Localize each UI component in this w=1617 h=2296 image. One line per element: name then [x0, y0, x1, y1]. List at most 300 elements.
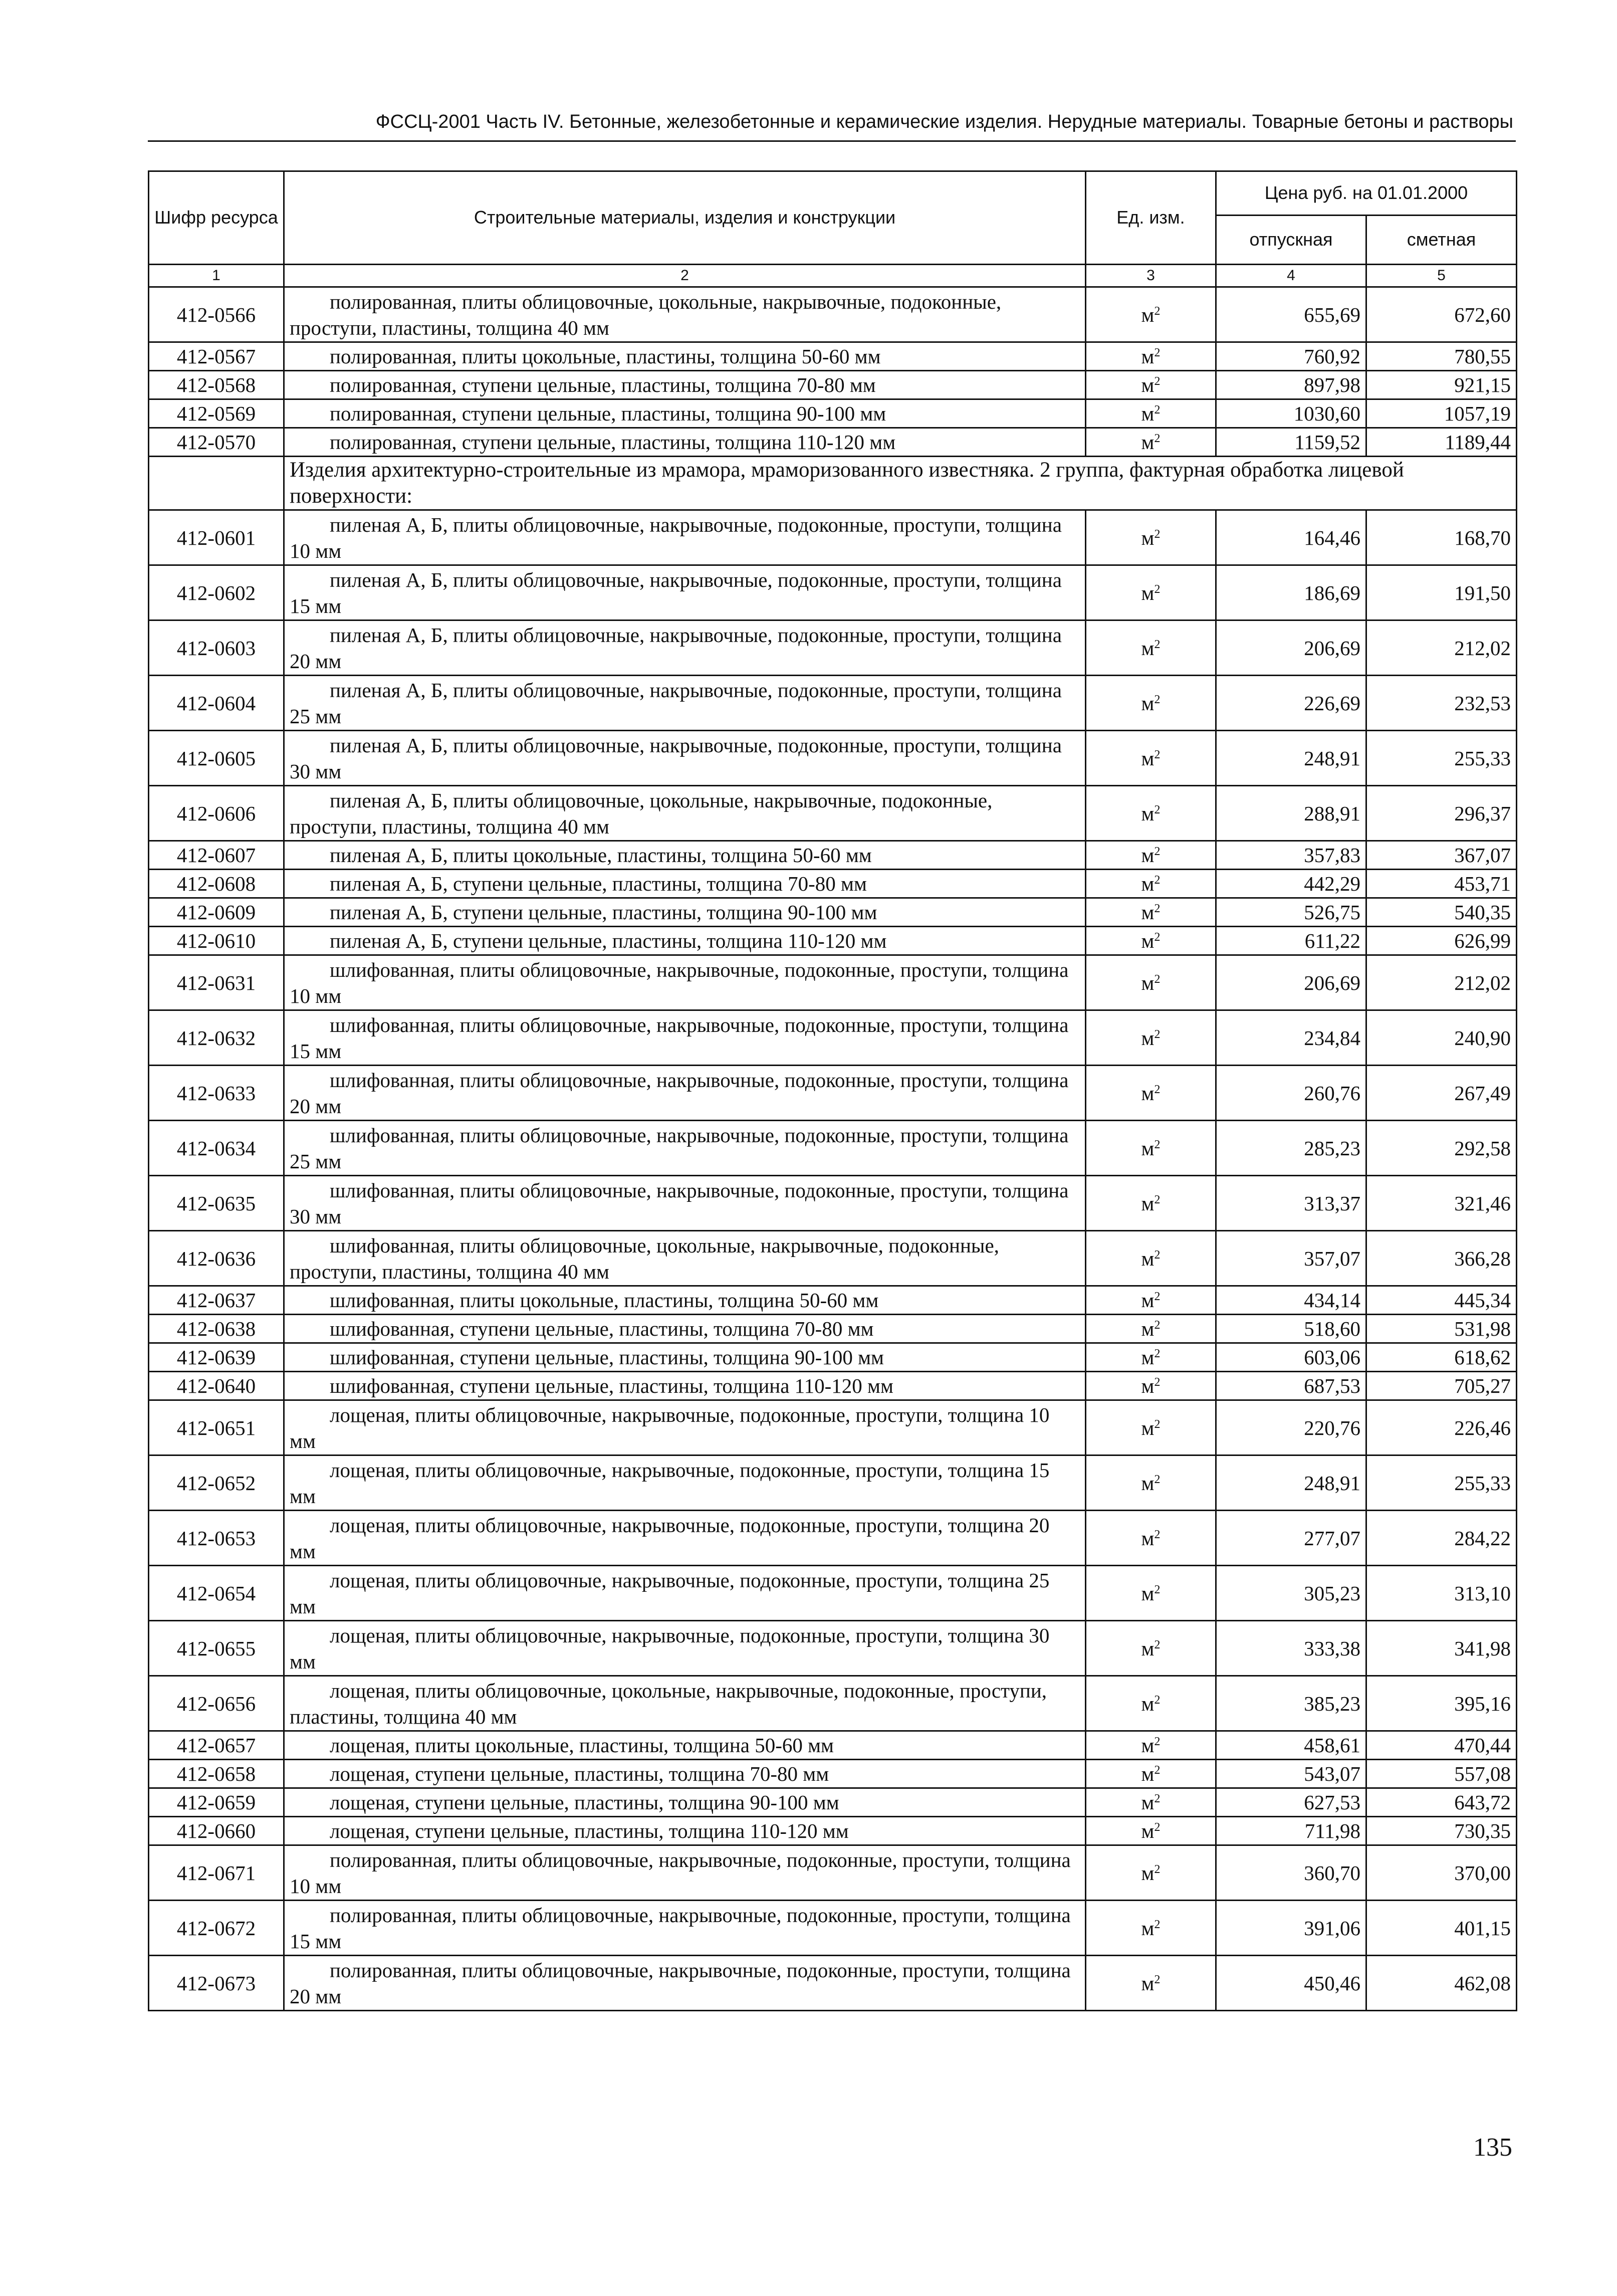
group-heading: Изделия архитектурно-строительные из мрамора, мраморизованного известняка. 2 группа, фактурная обработка лицевой поверхности:	[284, 457, 1517, 510]
estimate-price: 267,49	[1366, 1066, 1517, 1121]
unit-base: м	[1141, 1762, 1154, 1785]
unit-base: м	[1141, 345, 1154, 368]
unit-exponent: 2	[1154, 972, 1161, 986]
release-price: 206,69	[1216, 620, 1366, 676]
table-body	[149, 287, 1517, 2011]
release-price: 313,37	[1216, 1176, 1366, 1231]
unit-exponent: 2	[1154, 1138, 1161, 1151]
resource-code: 412-0606	[149, 786, 284, 841]
resource-code: 412-0658	[149, 1760, 284, 1788]
estimate-price: 212,02	[1366, 620, 1517, 676]
estimate-price: 191,50	[1366, 565, 1517, 620]
table-row	[149, 1315, 1517, 1343]
estimate-price: 292,58	[1366, 1121, 1517, 1176]
unit-base: м	[1141, 1791, 1154, 1814]
resource-code: 412-0635	[149, 1176, 284, 1231]
unit-of-measure	[1086, 1621, 1216, 1676]
resource-code: 412-0570	[149, 428, 284, 457]
unit-of-measure	[1086, 1788, 1216, 1817]
material-description: шлифованная, плиты облицовочные, накрывочные, подоконные, проступи, толщина 20 мм	[284, 1066, 1086, 1121]
release-price: 543,07	[1216, 1760, 1366, 1788]
estimate-price: 395,16	[1366, 1676, 1517, 1731]
estimate-price: 540,35	[1366, 898, 1517, 927]
estimate-price: 401,15	[1366, 1901, 1517, 1956]
unit-base: м	[1141, 1692, 1154, 1715]
unit-base: м	[1141, 1861, 1154, 1885]
release-price: 1159,52	[1216, 428, 1366, 457]
unit-base: м	[1141, 1246, 1154, 1270]
table-row	[149, 1010, 1517, 1066]
unit-exponent: 2	[1154, 1473, 1161, 1486]
release-price: 627,53	[1216, 1788, 1366, 1817]
resource-code: 412-0660	[149, 1817, 284, 1845]
unit-of-measure	[1086, 1901, 1216, 1956]
unit-of-measure	[1086, 620, 1216, 676]
unit-exponent: 2	[1154, 1821, 1161, 1834]
material-description: полированная, плиты облицовочные, цокольные, накрывочные, подоконные, проступи, пластины, толщина 40 мм	[284, 287, 1086, 342]
unit-base: м	[1141, 1636, 1154, 1660]
header-rule	[148, 140, 1516, 142]
release-price: 458,61	[1216, 1731, 1366, 1760]
material-description: лощеная, ступени цельные, пластины, толщина 70-80 мм	[284, 1760, 1086, 1788]
unit-base: м	[1141, 1026, 1154, 1050]
unit-of-measure	[1086, 898, 1216, 927]
unit-of-measure	[1086, 1372, 1216, 1400]
unit-base: м	[1141, 929, 1154, 952]
estimate-price: 672,60	[1366, 287, 1517, 342]
release-price: 1030,60	[1216, 399, 1366, 428]
release-price: 518,60	[1216, 1315, 1366, 1343]
unit-exponent: 2	[1154, 1193, 1161, 1206]
resource-code: 412-0637	[149, 1286, 284, 1315]
unit-exponent: 2	[1154, 304, 1161, 318]
estimate-price: 313,10	[1366, 1566, 1517, 1621]
estimate-price: 921,15	[1366, 371, 1517, 399]
unit-of-measure	[1086, 927, 1216, 955]
header-release-price: отпускная	[1216, 216, 1366, 265]
unit-of-measure	[1086, 841, 1216, 870]
unit-exponent: 2	[1154, 1862, 1161, 1876]
unit-of-measure	[1086, 1176, 1216, 1231]
unit-of-measure	[1086, 1231, 1216, 1286]
resource-code: 412-0633	[149, 1066, 284, 1121]
unit-exponent: 2	[1154, 1319, 1161, 1332]
unit-base: м	[1141, 801, 1154, 825]
table-row	[149, 1286, 1517, 1315]
unit-exponent: 2	[1154, 638, 1161, 651]
unit-of-measure	[1086, 1760, 1216, 1788]
unit-base: м	[1141, 872, 1154, 895]
release-price: 603,06	[1216, 1343, 1366, 1372]
release-price: 164,46	[1216, 510, 1366, 565]
material-description: пиленая А, Б, плиты облицовочные, накрывочные, подоконные, проступи, толщина 10 мм	[284, 510, 1086, 565]
estimate-price: 240,90	[1366, 1010, 1517, 1066]
unit-base: м	[1141, 1734, 1154, 1757]
unit-base: м	[1141, 1136, 1154, 1160]
material-description: лощеная, ступени цельные, пластины, толщина 90-100 мм	[284, 1788, 1086, 1817]
release-price: 687,53	[1216, 1372, 1366, 1400]
material-description: лощеная, плиты облицовочные, цокольные, накрывочные, подоконные, проступи, пластины, толщина 40 мм	[284, 1676, 1086, 1731]
table-row	[149, 1121, 1517, 1176]
material-description: пиленая А, Б, ступени цельные, пластины, толщина 110-120 мм	[284, 927, 1086, 955]
unit-of-measure	[1086, 565, 1216, 620]
resource-code: 412-0655	[149, 1621, 284, 1676]
column-number: 5	[1366, 265, 1517, 287]
unit-exponent: 2	[1154, 1735, 1161, 1748]
table-row	[149, 510, 1517, 565]
release-price: 305,23	[1216, 1566, 1366, 1621]
unit-exponent: 2	[1154, 1376, 1161, 1389]
table-row	[149, 1621, 1517, 1676]
unit-base: м	[1141, 971, 1154, 994]
release-price: 385,23	[1216, 1676, 1366, 1731]
estimate-price: 453,71	[1366, 870, 1517, 898]
unit-exponent: 2	[1154, 1973, 1161, 1986]
unit-base: м	[1141, 581, 1154, 604]
unit-exponent: 2	[1154, 1083, 1161, 1096]
price-table	[148, 170, 1517, 2011]
table-row	[149, 342, 1517, 371]
estimate-price: 618,62	[1366, 1343, 1517, 1372]
material-description: шлифованная, ступени цельные, пластины, толщина 90-100 мм	[284, 1343, 1086, 1372]
table-row	[149, 870, 1517, 898]
material-description: лощеная, ступени цельные, пластины, толщина 110-120 мм	[284, 1817, 1086, 1845]
estimate-price: 445,34	[1366, 1286, 1517, 1315]
unit-base: м	[1141, 1191, 1154, 1215]
estimate-price: 643,72	[1366, 1788, 1517, 1817]
table-row	[149, 287, 1517, 342]
release-price: 434,14	[1216, 1286, 1366, 1315]
table-row	[149, 1731, 1517, 1760]
release-price: 760,92	[1216, 342, 1366, 371]
material-description: шлифованная, ступени цельные, пластины, толщина 110-120 мм	[284, 1372, 1086, 1400]
estimate-price: 367,07	[1366, 841, 1517, 870]
estimate-price: 462,08	[1366, 1956, 1517, 2011]
estimate-price: 370,00	[1366, 1845, 1517, 1901]
unit-exponent: 2	[1154, 375, 1161, 388]
material-description: шлифованная, плиты облицовочные, накрывочные, подоконные, проступи, толщина 25 мм	[284, 1121, 1086, 1176]
unit-base: м	[1141, 746, 1154, 770]
resource-code: 412-0659	[149, 1788, 284, 1817]
unit-base: м	[1141, 1374, 1154, 1397]
resource-code: 412-0603	[149, 620, 284, 676]
resource-code: 412-0640	[149, 1372, 284, 1400]
unit-base: м	[1141, 431, 1154, 454]
group-heading-row	[149, 457, 1517, 510]
unit-of-measure	[1086, 1315, 1216, 1343]
unit-of-measure	[1086, 1566, 1216, 1621]
material-description: шлифованная, плиты облицовочные, накрывочные, подоконные, проступи, толщина 15 мм	[284, 1010, 1086, 1066]
table-row	[149, 1817, 1517, 1845]
unit-base: м	[1141, 901, 1154, 924]
table-row	[149, 1372, 1517, 1400]
header-unit: Ед. изм.	[1086, 171, 1216, 265]
estimate-price: 626,99	[1366, 927, 1517, 955]
unit-exponent: 2	[1154, 1583, 1161, 1596]
unit-of-measure	[1086, 1956, 1216, 2011]
resource-code: 412-0608	[149, 870, 284, 898]
header-estimate-price: сметная	[1366, 216, 1517, 265]
resource-code: 412-0602	[149, 565, 284, 620]
material-description: пиленая А, Б, плиты облицовочные, накрывочные, подоконные, проступи, толщина 30 мм	[284, 731, 1086, 786]
estimate-price: 212,02	[1366, 955, 1517, 1010]
table-row	[149, 371, 1517, 399]
unit-exponent: 2	[1154, 1290, 1161, 1303]
resource-code: 412-0654	[149, 1566, 284, 1621]
estimate-price: 232,53	[1366, 676, 1517, 731]
estimate-price: 1189,44	[1366, 428, 1517, 457]
estimate-price: 531,98	[1366, 1315, 1517, 1343]
material-description: пиленая А, Б, плиты облицовочные, накрывочные, подоконные, проступи, толщина 25 мм	[284, 676, 1086, 731]
estimate-price: 341,98	[1366, 1621, 1517, 1676]
release-price: 711,98	[1216, 1817, 1366, 1845]
unit-exponent: 2	[1154, 1347, 1161, 1360]
table-row	[149, 786, 1517, 841]
release-price: 391,06	[1216, 1901, 1366, 1956]
release-price: 206,69	[1216, 955, 1366, 1010]
table-row	[149, 927, 1517, 955]
table-row	[149, 565, 1517, 620]
unit-of-measure	[1086, 428, 1216, 457]
unit-of-measure	[1086, 1066, 1216, 1121]
table-row	[149, 620, 1517, 676]
material-description: полированная, плиты облицовочные, накрывочные, подоконные, проступи, толщина 20 мм	[284, 1956, 1086, 2011]
table-row	[149, 676, 1517, 731]
unit-exponent: 2	[1154, 1638, 1161, 1651]
unit-of-measure	[1086, 510, 1216, 565]
estimate-price: 705,27	[1366, 1372, 1517, 1400]
unit-exponent: 2	[1154, 403, 1161, 416]
table-row	[149, 399, 1517, 428]
estimate-price: 730,35	[1366, 1817, 1517, 1845]
resource-code: 412-0636	[149, 1231, 284, 1286]
table-row	[149, 955, 1517, 1010]
material-description: пиленая А, Б, плиты облицовочные, накрывочные, подоконные, проступи, толщина 15 мм	[284, 565, 1086, 620]
table-row	[149, 1231, 1517, 1286]
unit-base: м	[1141, 1971, 1154, 1995]
estimate-price: 557,08	[1366, 1760, 1517, 1788]
estimate-price: 470,44	[1366, 1731, 1517, 1760]
unit-exponent: 2	[1154, 1764, 1161, 1777]
table-row	[149, 1566, 1517, 1621]
header-code: Шифр ресурса	[149, 171, 284, 265]
resource-code: 412-0607	[149, 841, 284, 870]
release-price: 288,91	[1216, 786, 1366, 841]
material-description: лощеная, плиты облицовочные, накрывочные, подоконные, проступи, толщина 20 мм	[284, 1511, 1086, 1566]
release-price: 357,83	[1216, 841, 1366, 870]
material-description: полированная, ступени цельные, пластины, толщина 90-100 мм	[284, 399, 1086, 428]
unit-of-measure	[1086, 731, 1216, 786]
table-row	[149, 898, 1517, 927]
unit-of-measure	[1086, 1286, 1216, 1315]
table-row	[149, 1511, 1517, 1566]
resource-code: 412-0609	[149, 898, 284, 927]
release-price: 220,76	[1216, 1400, 1366, 1455]
material-description: полированная, плиты облицовочные, накрывочные, подоконные, проступи, толщина 15 мм	[284, 1901, 1086, 1956]
release-price: 333,38	[1216, 1621, 1366, 1676]
unit-base: м	[1141, 1081, 1154, 1105]
release-price: 277,07	[1216, 1511, 1366, 1566]
resource-code: 412-0639	[149, 1343, 284, 1372]
material-description: полированная, ступени цельные, пластины, толщина 70-80 мм	[284, 371, 1086, 399]
material-description: шлифованная, плиты облицовочные, накрывочные, подоконные, проступи, толщина 30 мм	[284, 1176, 1086, 1231]
resource-code: 412-0671	[149, 1845, 284, 1901]
unit-exponent: 2	[1154, 902, 1161, 915]
release-price: 226,69	[1216, 676, 1366, 731]
unit-exponent: 2	[1154, 803, 1161, 816]
unit-exponent: 2	[1154, 1417, 1161, 1431]
unit-exponent: 2	[1154, 1918, 1161, 1931]
table-row	[149, 1176, 1517, 1231]
release-price: 360,70	[1216, 1845, 1366, 1901]
material-description: шлифованная, ступени цельные, пластины, толщина 70-80 мм	[284, 1315, 1086, 1343]
table-row	[149, 1956, 1517, 2011]
resource-code: 412-0638	[149, 1315, 284, 1343]
unit-of-measure	[1086, 1676, 1216, 1731]
group-code-cell	[149, 457, 284, 510]
unit-base: м	[1141, 1317, 1154, 1340]
material-description: шлифованная, плиты цокольные, пластины, толщина 50-60 мм	[284, 1286, 1086, 1315]
estimate-price: 366,28	[1366, 1231, 1517, 1286]
release-price: 186,69	[1216, 565, 1366, 620]
estimate-price: 255,33	[1366, 731, 1517, 786]
unit-of-measure	[1086, 399, 1216, 428]
unit-of-measure	[1086, 1731, 1216, 1760]
unit-exponent: 2	[1154, 1792, 1161, 1805]
unit-exponent: 2	[1154, 931, 1161, 944]
unit-of-measure	[1086, 342, 1216, 371]
unit-base: м	[1141, 1289, 1154, 1312]
unit-exponent: 2	[1154, 748, 1161, 761]
table-row	[149, 1343, 1517, 1372]
table-row	[149, 1788, 1517, 1817]
unit-exponent: 2	[1154, 1528, 1161, 1541]
resource-code: 412-0631	[149, 955, 284, 1010]
resource-code: 412-0568	[149, 371, 284, 399]
unit-of-measure	[1086, 1343, 1216, 1372]
table-row	[149, 1676, 1517, 1731]
material-description: полированная, ступени цельные, пластины, толщина 110-120 мм	[284, 428, 1086, 457]
unit-of-measure	[1086, 1511, 1216, 1566]
material-description: лощеная, плиты облицовочные, накрывочные, подоконные, проступи, толщина 15 мм	[284, 1455, 1086, 1511]
resource-code: 412-0634	[149, 1121, 284, 1176]
material-description: полированная, плиты облицовочные, накрывочные, подоконные, проступи, толщина 10 мм	[284, 1845, 1086, 1901]
unit-of-measure	[1086, 1121, 1216, 1176]
header-name: Строительные материалы, изделия и конструкции	[284, 171, 1086, 265]
resource-code: 412-0652	[149, 1455, 284, 1511]
resource-code: 412-0651	[149, 1400, 284, 1455]
table-row	[149, 428, 1517, 457]
unit-of-measure	[1086, 1455, 1216, 1511]
table-row	[149, 1066, 1517, 1121]
release-price: 248,91	[1216, 1455, 1366, 1511]
unit-base: м	[1141, 1346, 1154, 1369]
table-row	[149, 1760, 1517, 1788]
unit-base: м	[1141, 691, 1154, 715]
unit-exponent: 2	[1154, 693, 1161, 706]
estimate-price: 321,46	[1366, 1176, 1517, 1231]
release-price: 234,84	[1216, 1010, 1366, 1066]
table-row	[149, 731, 1517, 786]
material-description: лощеная, плиты облицовочные, накрывочные, подоконные, проступи, толщина 25 мм	[284, 1566, 1086, 1621]
material-description: полированная, плиты цокольные, пластины, толщина 50-60 мм	[284, 342, 1086, 371]
unit-exponent: 2	[1154, 1693, 1161, 1707]
unit-base: м	[1141, 1416, 1154, 1439]
unit-base: м	[1141, 402, 1154, 425]
release-price: 526,75	[1216, 898, 1366, 927]
estimate-price: 284,22	[1366, 1511, 1517, 1566]
unit-of-measure	[1086, 870, 1216, 898]
unit-exponent: 2	[1154, 1027, 1161, 1041]
resource-code: 412-0601	[149, 510, 284, 565]
unit-exponent: 2	[1154, 845, 1161, 858]
unit-of-measure	[1086, 1845, 1216, 1901]
table-row	[149, 1455, 1517, 1511]
unit-exponent: 2	[1154, 527, 1161, 541]
material-description: пиленая А, Б, ступени цельные, пластины, толщина 90-100 мм	[284, 898, 1086, 927]
estimate-price: 226,46	[1366, 1400, 1517, 1455]
unit-exponent: 2	[1154, 874, 1161, 887]
column-number: 3	[1086, 265, 1216, 287]
column-number: 1	[149, 265, 284, 287]
unit-base: м	[1141, 373, 1154, 396]
resource-code: 412-0604	[149, 676, 284, 731]
unit-exponent: 2	[1154, 346, 1161, 359]
unit-of-measure	[1086, 371, 1216, 399]
resource-code: 412-0567	[149, 342, 284, 371]
resource-code: 412-0569	[149, 399, 284, 428]
material-description: лощеная, плиты облицовочные, накрывочные, подоконные, проступи, толщина 30 мм	[284, 1621, 1086, 1676]
unit-of-measure	[1086, 955, 1216, 1010]
unit-of-measure	[1086, 1010, 1216, 1066]
unit-base: м	[1141, 1581, 1154, 1605]
release-price: 248,91	[1216, 731, 1366, 786]
page-number: 135	[1473, 2133, 1512, 2162]
release-price: 897,98	[1216, 371, 1366, 399]
header-price: Цена руб. на 01.01.2000	[1216, 171, 1517, 216]
unit-exponent: 2	[1154, 432, 1161, 445]
release-price: 450,46	[1216, 1956, 1366, 2011]
unit-exponent: 2	[1154, 1248, 1161, 1262]
estimate-price: 255,33	[1366, 1455, 1517, 1511]
unit-base: м	[1141, 1819, 1154, 1842]
release-price: 260,76	[1216, 1066, 1366, 1121]
resource-code: 412-0656	[149, 1676, 284, 1731]
estimate-price: 296,37	[1366, 786, 1517, 841]
table-row	[149, 1845, 1517, 1901]
unit-exponent: 2	[1154, 582, 1161, 596]
material-description: пиленая А, Б, плиты цокольные, пластины, толщина 50-60 мм	[284, 841, 1086, 870]
column-number: 2	[284, 265, 1086, 287]
release-price: 357,07	[1216, 1231, 1366, 1286]
resource-code: 412-0605	[149, 731, 284, 786]
release-price: 442,29	[1216, 870, 1366, 898]
running-header: ФССЦ-2001 Часть IV. Бетонные, железобетонные и керамические изделия. Нерудные материалы. Товарные бетоны и растворы	[375, 111, 1513, 132]
material-description: шлифованная, плиты облицовочные, накрывочные, подоконные, проступи, толщина 10 мм	[284, 955, 1086, 1010]
release-price: 655,69	[1216, 287, 1366, 342]
unit-base: м	[1141, 303, 1154, 326]
resource-code: 412-0566	[149, 287, 284, 342]
resource-code: 412-0632	[149, 1010, 284, 1066]
material-description: пиленая А, Б, плиты облицовочные, накрывочные, подоконные, проступи, толщина 20 мм	[284, 620, 1086, 676]
unit-of-measure	[1086, 1400, 1216, 1455]
resource-code: 412-0653	[149, 1511, 284, 1566]
resource-code: 412-0657	[149, 1731, 284, 1760]
unit-of-measure	[1086, 676, 1216, 731]
resource-code: 412-0672	[149, 1901, 284, 1956]
unit-of-measure	[1086, 1817, 1216, 1845]
unit-of-measure	[1086, 287, 1216, 342]
